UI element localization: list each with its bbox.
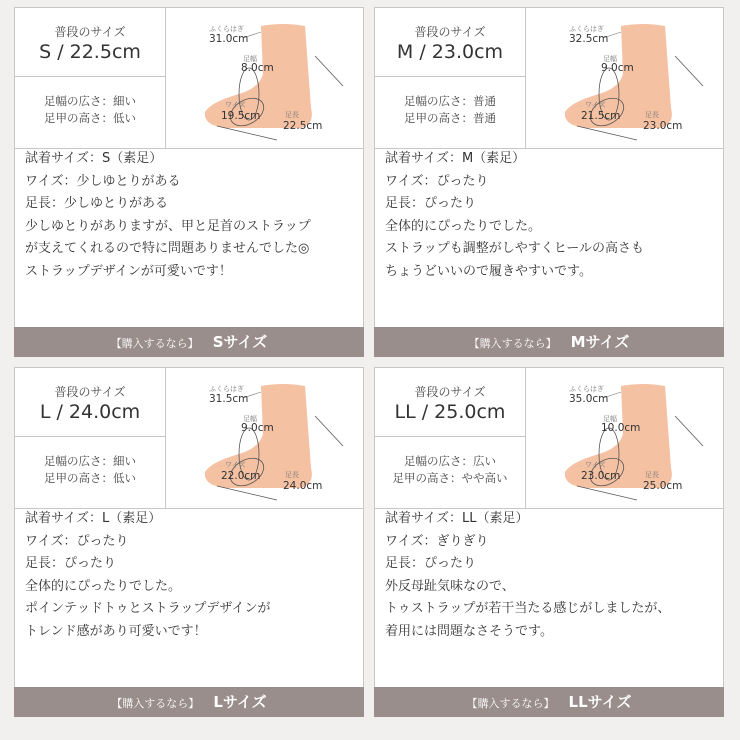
usual-size-box bbox=[375, 368, 525, 437]
review-line: 足長：ぴったり bbox=[385, 196, 477, 211]
foot-width-line: 足幅の広さ：細い bbox=[44, 454, 136, 468]
ankle-label: 足幅 bbox=[603, 415, 617, 423]
recommended-size-bar bbox=[14, 327, 364, 357]
wise-value: 22.0cm bbox=[221, 470, 261, 482]
review-line: 足長：ぴったり bbox=[385, 556, 477, 571]
review-line: ストラップも調整がしやすくヒールの高さも bbox=[385, 241, 644, 256]
usual-size-box bbox=[375, 8, 525, 77]
recommended-size-bar bbox=[374, 687, 724, 717]
length-label: 足長 bbox=[285, 111, 299, 119]
size-review-card bbox=[14, 367, 364, 717]
foot-shape-info bbox=[15, 453, 165, 487]
review-line: 足長：ぴったり bbox=[25, 556, 117, 571]
size-info bbox=[15, 8, 166, 148]
foot-shape-info bbox=[375, 453, 525, 487]
review-line: 試着サイズ：S（素足） bbox=[25, 151, 163, 166]
calf-value: 32.5cm bbox=[569, 33, 609, 45]
ankle-value: 9.0cm bbox=[241, 422, 274, 434]
calf-value: 35.0cm bbox=[569, 393, 609, 405]
usual-size-label: 普段のサイズ bbox=[54, 25, 126, 39]
size-review-card bbox=[14, 7, 364, 357]
length-label: 足長 bbox=[645, 471, 659, 479]
instep-height-line: 足甲の高さ：低い bbox=[44, 111, 136, 125]
wise-label: ワイズ bbox=[225, 101, 246, 109]
review-line: 試着サイズ：L（素足） bbox=[25, 511, 162, 526]
instep-height-line: 足甲の高さ：やや高い bbox=[392, 471, 508, 485]
foot-illustration bbox=[165, 8, 363, 148]
foot-shape-info bbox=[15, 93, 165, 127]
usual-size-value: LL / 25.0cm bbox=[394, 401, 506, 423]
usual-size-label: 普段のサイズ bbox=[414, 25, 486, 39]
review-line: 試着サイズ：LL（素足） bbox=[385, 511, 529, 526]
ankle-value: 10.0cm bbox=[601, 422, 641, 434]
size-review-card bbox=[374, 367, 724, 717]
foot-width-line: 足幅の広さ：細い bbox=[44, 94, 136, 108]
review-text bbox=[25, 508, 361, 643]
review-line: ワイズ：ぴったり bbox=[25, 533, 129, 549]
review-text bbox=[25, 148, 361, 283]
calf-label: ふくらはぎ bbox=[209, 25, 244, 33]
recommend-prefix: 【購入するなら】 bbox=[468, 337, 557, 350]
recommended-size-bar bbox=[14, 687, 364, 717]
length-measure-line bbox=[217, 126, 277, 140]
review-line: ワイズ：少しゆとりがある bbox=[25, 173, 181, 189]
recommended-size-bar bbox=[374, 327, 724, 357]
length-measure-line-end bbox=[315, 416, 343, 446]
review-line: 着用には問題なさそうです。 bbox=[385, 623, 553, 639]
wise-value: 21.5cm bbox=[581, 110, 621, 122]
usual-size-value: M / 23.0cm bbox=[396, 41, 504, 63]
calf-value: 31.5cm bbox=[209, 393, 249, 405]
review-line: 少しゆとりがありますが、甲と足首のストラップ bbox=[25, 218, 311, 234]
foot-diagram bbox=[525, 8, 723, 148]
recommend-size: Lサイズ bbox=[213, 693, 267, 711]
recommend-size: Sサイズ bbox=[212, 333, 268, 351]
review-line: 足長：少しゆとりがある bbox=[25, 196, 169, 211]
foot-width-line: 足幅の広さ：広い bbox=[404, 454, 496, 468]
calf-label: ふくらはぎ bbox=[209, 385, 244, 393]
length-value: 22.5cm bbox=[283, 120, 323, 132]
usual-size-label: 普段のサイズ bbox=[414, 385, 486, 399]
foot-illustration bbox=[165, 368, 363, 508]
ankle-value: 9.0cm bbox=[601, 62, 634, 74]
foot-diagram bbox=[165, 368, 363, 508]
wise-label: ワイズ bbox=[585, 101, 606, 109]
wise-value: 23.0cm bbox=[581, 470, 621, 482]
usual-size-box bbox=[15, 8, 165, 77]
review-line: 全体的にぴったりでした。 bbox=[25, 578, 182, 594]
length-measure-line bbox=[217, 486, 277, 500]
calf-value: 31.0cm bbox=[209, 33, 249, 45]
review-line: が支えてくれるので特に問題ありませんでした◎ bbox=[25, 241, 310, 256]
review-line: ポインテッドトゥとストラップデザインが bbox=[25, 601, 271, 616]
wise-value: 19.5cm bbox=[221, 110, 261, 122]
review-line: 試着サイズ：M（素足） bbox=[385, 151, 526, 166]
ankle-label: 足幅 bbox=[243, 415, 257, 423]
instep-height-line: 足甲の高さ：普通 bbox=[404, 111, 496, 125]
length-value: 25.0cm bbox=[643, 480, 683, 492]
ankle-value: 8.0cm bbox=[241, 62, 274, 74]
usual-size-box bbox=[15, 368, 165, 437]
length-measure-line-end bbox=[675, 56, 703, 86]
recommend-prefix: 【購入するなら】 bbox=[110, 337, 199, 350]
size-review-card bbox=[374, 7, 724, 357]
length-label: 足長 bbox=[645, 111, 659, 119]
card-header bbox=[375, 368, 723, 509]
review-line: ワイズ：ぎりぎり bbox=[385, 533, 489, 549]
size-info bbox=[375, 368, 526, 508]
foot-diagram bbox=[525, 368, 723, 508]
review-text bbox=[385, 508, 721, 643]
length-value: 23.0cm bbox=[643, 120, 683, 132]
calf-label: ふくらはぎ bbox=[569, 25, 604, 33]
foot-shape-info bbox=[375, 93, 525, 127]
review-line: トレンド感があり可愛いです！ bbox=[25, 623, 207, 639]
ankle-label: 足幅 bbox=[243, 55, 257, 63]
wise-label: ワイズ bbox=[225, 461, 246, 469]
usual-size-value: S / 22.5cm bbox=[39, 41, 141, 63]
foot-illustration bbox=[525, 8, 723, 148]
length-label: 足長 bbox=[285, 471, 299, 479]
recommend-size: Mサイズ bbox=[570, 333, 630, 351]
length-measure-line-end bbox=[675, 416, 703, 446]
calf-label: ふくらはぎ bbox=[569, 385, 604, 393]
usual-size-value: L / 24.0cm bbox=[39, 401, 141, 423]
review-line: 外反母趾気味なので、 bbox=[385, 578, 515, 594]
review-text bbox=[385, 148, 721, 283]
review-line: ワイズ：ぴったり bbox=[385, 173, 489, 189]
recommend-prefix: 【購入するなら】 bbox=[111, 697, 200, 710]
usual-size-label: 普段のサイズ bbox=[54, 385, 126, 399]
review-line: ストラップデザインが可愛いです！ bbox=[25, 263, 232, 279]
foot-illustration bbox=[525, 368, 723, 508]
card-header bbox=[15, 8, 363, 149]
review-line: 全体的にぴったりでした。 bbox=[385, 218, 542, 234]
length-measure-line-end bbox=[315, 56, 343, 86]
recommend-size: LLサイズ bbox=[568, 693, 632, 711]
length-measure-line bbox=[577, 486, 637, 500]
ankle-label: 足幅 bbox=[603, 55, 617, 63]
review-line: トゥストラップが若干当たる感じがしましたが、 bbox=[385, 601, 671, 616]
size-info bbox=[15, 368, 166, 508]
foot-width-line: 足幅の広さ：普通 bbox=[404, 94, 496, 108]
length-measure-line bbox=[577, 126, 637, 140]
card-header bbox=[375, 8, 723, 149]
size-info bbox=[375, 8, 526, 148]
card-header bbox=[15, 368, 363, 509]
instep-height-line: 足甲の高さ：低い bbox=[44, 471, 136, 485]
foot-diagram bbox=[165, 8, 363, 148]
recommend-prefix: 【購入するなら】 bbox=[466, 697, 555, 710]
review-line: ちょうどいいので履きやすいです。 bbox=[385, 263, 592, 279]
length-value: 24.0cm bbox=[283, 480, 323, 492]
wise-label: ワイズ bbox=[585, 461, 606, 469]
